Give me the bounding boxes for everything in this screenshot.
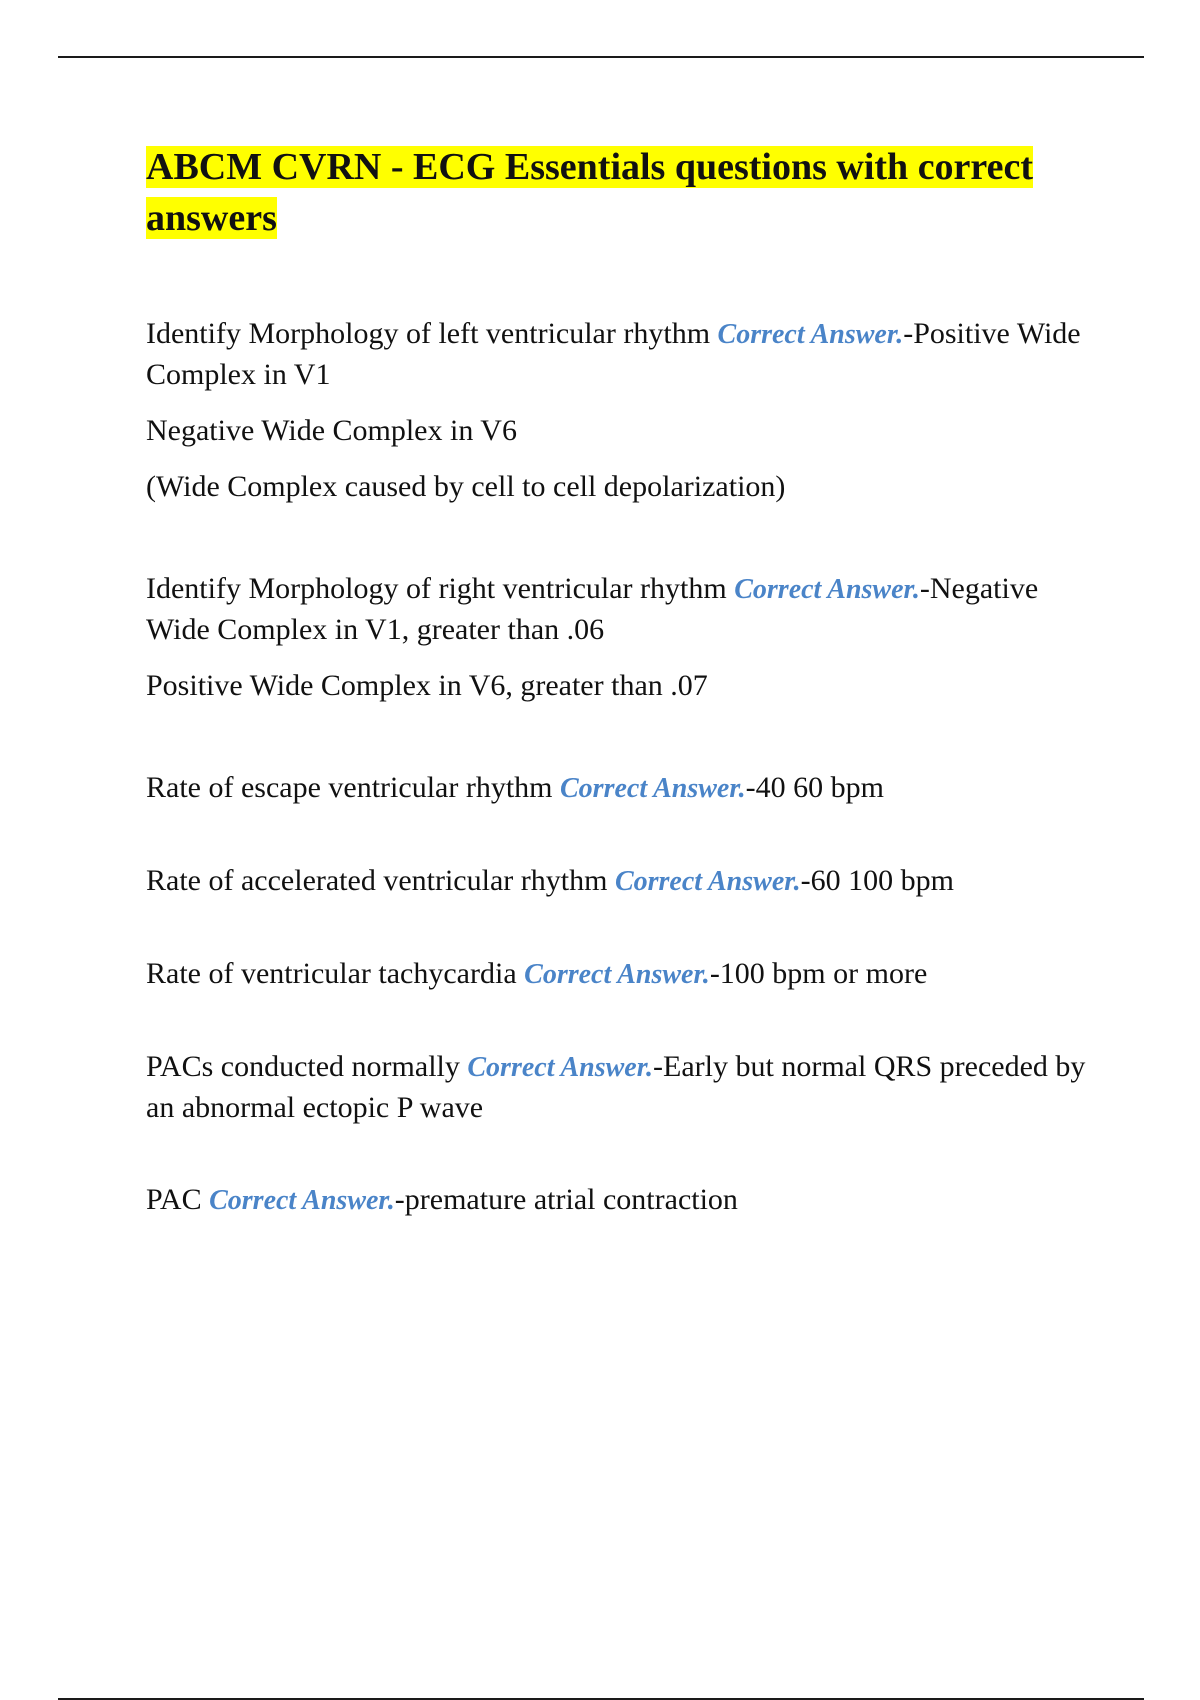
question-text: Rate of escape ventricular rhythm [146, 771, 553, 804]
question-text: Rate of ventricular tachycardia [146, 957, 517, 990]
correct-answer-label: Correct Answer. [524, 959, 710, 990]
qa-entry [146, 1180, 1092, 1221]
answer-text: -Positive Wide Complex in V1 [146, 317, 1081, 391]
answer-text: -60 100 bpm [800, 864, 954, 897]
qa-entry [146, 861, 1092, 902]
correct-answer-label: Correct Answer. [717, 319, 904, 350]
answer-text: -Negative Wide Complex in V1, greater than .06 [146, 572, 1039, 646]
question-text: Identify Morphology of left ventricular rhythm [146, 317, 711, 350]
answer-text: -100 bpm or more [709, 957, 928, 990]
correct-answer-label: Correct Answer. [467, 1052, 654, 1083]
qa-entry [146, 569, 1092, 706]
correct-answer-label: Correct Answer. [560, 773, 746, 804]
answer-text: -Early but normal QRS preceded by an abnormal ectopic P wave [146, 1050, 1086, 1124]
answer-text: -premature atrial contraction [394, 1183, 738, 1216]
correct-answer-label: Correct Answer. [734, 574, 920, 605]
correct-answer-label: Correct Answer. [614, 866, 801, 897]
qa-entry [146, 768, 1092, 809]
answer-extra-line: Negative Wide Complex in V6 [146, 414, 517, 447]
qa-entry [146, 954, 1092, 995]
answer-extra-line: (Wide Complex caused by cell to cell depolarization) [146, 470, 786, 503]
header-rule [58, 56, 1144, 58]
correct-answer-label: Correct Answer. [209, 1185, 395, 1216]
qa-entry [146, 314, 1092, 507]
document-body [146, 142, 1092, 1237]
question-text: Identify Morphology of right ventricular rhythm [146, 572, 727, 605]
answer-text: -40 60 bpm [745, 771, 884, 804]
answer-extra-line: Positive Wide Complex in V6, greater than .07 [146, 669, 708, 702]
page-title: ABCM CVRN - ECG Essentials questions with correct answers [146, 146, 1033, 239]
question-text: PACs conducted normally [146, 1050, 460, 1083]
question-text: PAC [146, 1183, 202, 1216]
question-text: Rate of accelerated ventricular rhythm [146, 864, 608, 897]
qa-entry [146, 1047, 1092, 1128]
